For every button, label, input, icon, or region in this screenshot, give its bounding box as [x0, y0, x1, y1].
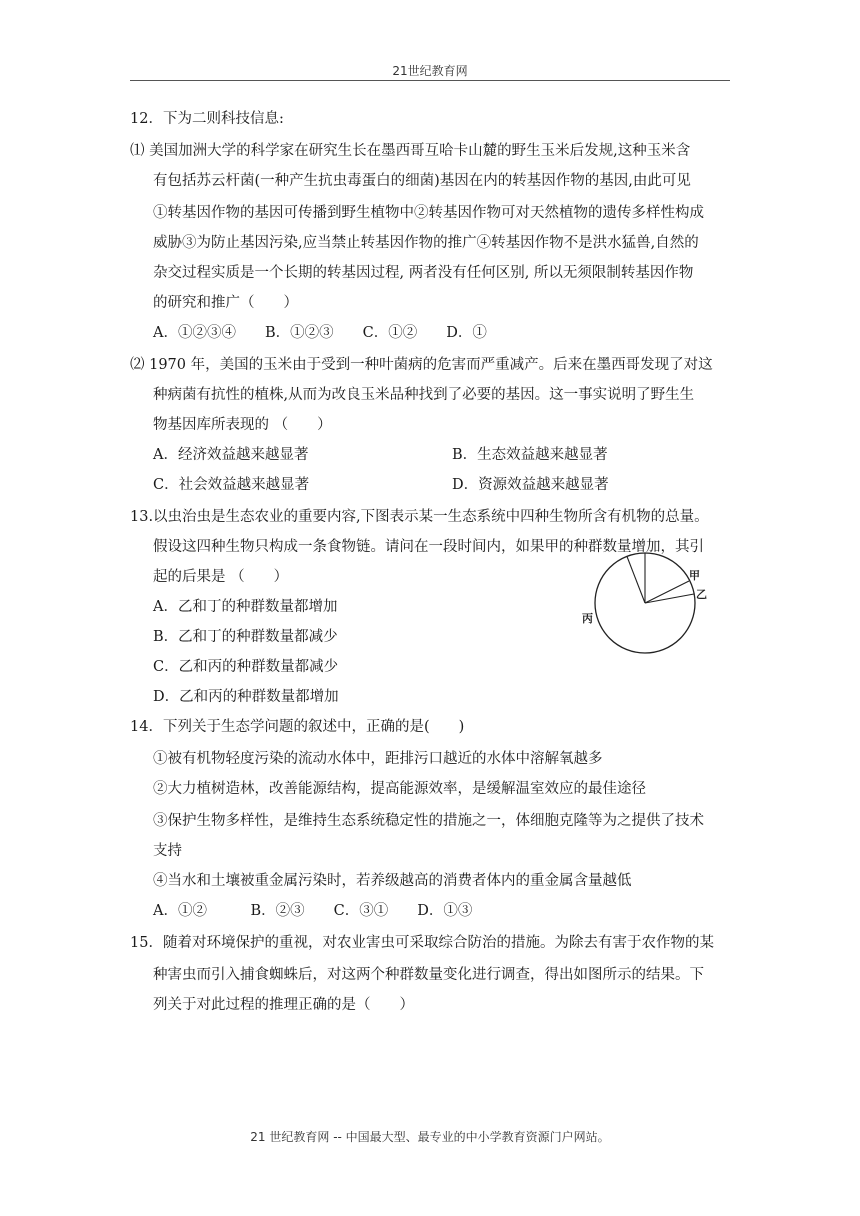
q12-p1-line: 有包括苏云杆菌(一种产生抗虫毒蛋白的细菌)基因在内的转基因作物的基因,由此可见 [153, 173, 691, 189]
q12-p2-option-a: A．经济效益越来越显著 [153, 447, 309, 463]
q12-stem: 12．下为二则科技信息: [130, 111, 284, 127]
q14-statement: ④当水和土壤被重金属污染时，若养级越高的消费者体内的重金属含量越低 [153, 873, 632, 889]
pie-label-jia: 甲 [689, 569, 700, 582]
q12-p1-line: 威胁③为防止基因污染,应当禁止转基因作物的推广④转基因作物不是洪水猛兽,自然的 [153, 235, 699, 251]
q14-stem: 14．下列关于生态学问题的叙述中，正确的是( ) [130, 719, 465, 735]
q12-p2-option-b: B．生态效益越来越显著 [452, 447, 608, 463]
q15-stem-line: 列关于对此过程的推理正确的是（ ） [153, 997, 414, 1013]
q13-stem-line: 假设这四种生物只构成一条食物链。请问在一段时间内，如果甲的种群数量增加，其引 [153, 539, 704, 555]
q12-p1-line: 的研究和推广（ ） [153, 295, 298, 311]
q12-p2-option-d: D．资源效益越来越显著 [452, 477, 609, 493]
q13-option-d: D．乙和丙的种群数量都增加 [153, 689, 339, 705]
q12-p2-line: 种病菌有抗性的植株,从而为改良玉米品种找到了必要的基因。这一事实说明了野生生 [153, 387, 695, 403]
q13-option-c: C．乙和丙的种群数量都减少 [153, 659, 339, 675]
pie-label-bing: 丙 [582, 612, 593, 625]
q15-stem-line: 种害虫而引入捕食蜘蛛后，对这两个种群数量变化进行调查，得出如图所示的结果。下 [153, 967, 704, 983]
q13-option-a: A．乙和丁的种群数量都增加 [153, 599, 338, 615]
q12-p2-line: 物基因库所表现的 （ ） [153, 417, 332, 433]
q12-p2-option-c: C．社会效益越来越显著 [153, 477, 310, 493]
q14-statement: ②大力植树造林，改善能源结构，提高能源效率，是缓解温室效应的最佳途径 [153, 781, 646, 797]
q12-p1-line: ①转基因作物的基因可传播到野生植物中②转基因作物可对天然植物的遗传多样性构成 [153, 205, 704, 221]
q14-statement: 支持 [153, 843, 182, 859]
header-divider [130, 80, 730, 81]
q14-statement: ①被有机物轻度污染的流动水体中，距排污口越近的水体中溶解氧越多 [153, 751, 603, 767]
q14-options: A．①② B．②③ C．③① D．①③ [153, 903, 473, 919]
q14-statement: ③保护生物多样性，是维持生态系统稳定性的措施之一，体细胞克隆等为之提供了技术 [153, 813, 704, 829]
q12-p2-line: ⑵ 1970 年，美国的玉米由于受到一种叶菌病的危害而严重减产。后来在墨西哥发现了对这 [130, 357, 713, 373]
pie-chart-figure [570, 548, 720, 668]
q13-stem-line: 13.以虫治虫是生态农业的重要内容,下图表示某一生态系统中四种生物所含有机物的总量。 [130, 509, 709, 525]
pie-sector-divider [627, 557, 645, 604]
q13-option-b: B．乙和丁的种群数量都减少 [153, 629, 338, 645]
pie-label-yi: 乙 [696, 588, 707, 601]
page-header: 21世纪教育网 [392, 64, 468, 78]
q12-p1-options: A．①②③④ B．①②③ C．①② D．① [153, 325, 487, 341]
q15-stem-line: 15．随着对环境保护的重视，对农业害虫可采取综合防治的措施。为除去有害于农作物的某 [130, 935, 714, 951]
q12-p1-line: 杂交过程实质是一个长期的转基因过程, 两者没有任何区别, 所以无须限制转基因作物 [153, 265, 694, 281]
pie-sector-divider [645, 581, 689, 603]
page-footer: 21 世纪教育网 -- 中国最大型、最专业的中小学教育资源门户网站。 [250, 1130, 610, 1144]
pie-sector-divider [645, 594, 694, 603]
q12-p1-line: ⑴ 美国加洲大学的科学家在研究生长在墨西哥互哈卡山麓的野生玉米后发规,这种玉米含 [130, 143, 691, 159]
q13-stem-line: 起的后果是 （ ） [153, 569, 289, 585]
